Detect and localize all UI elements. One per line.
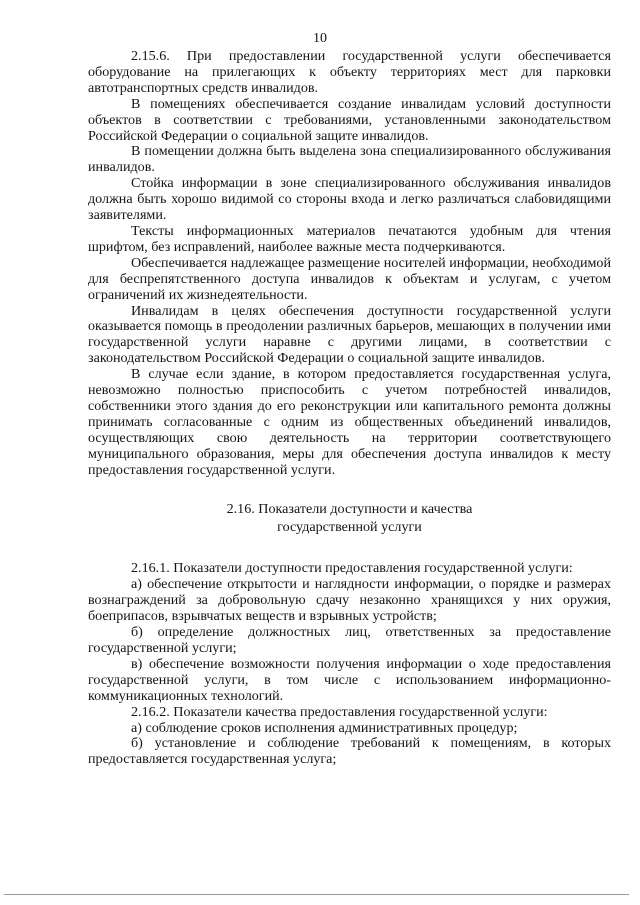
paragraph-2-16-2: 2.16.2. Показатели качества предоставления государственной услуги: bbox=[131, 703, 548, 720]
section-heading-line-1: 2.16. Показатели доступности и качества bbox=[226, 501, 473, 518]
paragraph-info-materials: Тексты информационных материалов печатаются удобным для чтения шрифтом, без исправлений, наиболее важные места подчеркиваются. bbox=[88, 222, 611, 255]
list-item-b-premises: б) установление и соблюдение требований к помещениям, в которых предоставляется государственная услуга; bbox=[88, 735, 611, 768]
paragraph-2-15-6: 2.15.6. При предоставлении государственной услуги обеспечивается оборудование на прилегающих к объекту территориях мест для парковки автотранспортных средств инвалидов. bbox=[88, 48, 611, 96]
document-body bbox=[88, 49, 611, 768]
paragraph-2-16-1: 2.16.1. Показатели доступности предоставления государственной услуги: bbox=[131, 560, 573, 577]
page-number: 10 bbox=[313, 31, 327, 46]
paragraph-service-zone: В помещении должна быть выделена зона специализированного обслуживания инвалидов. bbox=[88, 143, 611, 176]
section-heading-line-2: государственной услуги bbox=[277, 519, 422, 536]
list-item-v-progress-info: в) обеспечение возможности получения информации о ходе предоставления государственной услуги, в том числе с использованием информационно-коммуникационных технологий. bbox=[88, 655, 611, 704]
list-item-b-officials: б) определение должностных лиц, ответственных за предоставление государственной услуги; bbox=[88, 624, 611, 656]
paragraph-accessibility-conditions: В помещениях обеспечивается создание инвалидам условий доступности объектов в соответствии с требованиями, установленными законодательством Российской Федерации о социальной защите инвалидов. bbox=[88, 95, 611, 144]
list-item-a-openness: а) обеспечение открытости и наглядности информации, о порядке и размерах вознаграждений за добровольную сдачу незаконно хранящихся у них оружия, боеприпасов, взрывчатых веществ и взрывных устройств; bbox=[88, 576, 611, 625]
scan-bottom-rule bbox=[4, 894, 629, 895]
paragraph-barrier-assistance: Инвалидам в целях обеспечения доступности государственной услуги оказывается помощь в преодолении различных барьеров, мешающих в получении ими государственной услуги наравне с другими лицами, в соответствии с законодательством Российской Федерации о социальной защите инвалидов. bbox=[88, 302, 611, 367]
paragraph-building-adaptation: В случае если здание, в котором предоставляется государственная услуга, невозможно полностью приспособить с учетом потребностей инвалидов, собственники этого здания до его реконструкции или капитального ремонта должны принимать согласованные с одним из общественных объединений инвалидов, осуществляющих свою деятельность на территории соответствующего муниципального образования, меры для обеспечения доступа инвалидов к месту предоставления государственной услуги. bbox=[88, 366, 611, 478]
paragraph-info-stand: Стойка информации в зоне специализированного обслуживания инвалидов должна быть хорошо видимой со стороны входа и легко различаться слабовидящими заявителями. bbox=[88, 175, 611, 224]
list-item-a-deadlines: а) соблюдение сроков исполнения административных процедур; bbox=[131, 719, 518, 736]
paragraph-info-carriers: Обеспечивается надлежащее размещение носителей информации, необходимой для беспрепятственного доступа инвалидов к объектам и услугам, с учетом ограничений их жизнедеятельности. bbox=[88, 254, 611, 303]
section-heading-2-16 bbox=[88, 500, 611, 536]
